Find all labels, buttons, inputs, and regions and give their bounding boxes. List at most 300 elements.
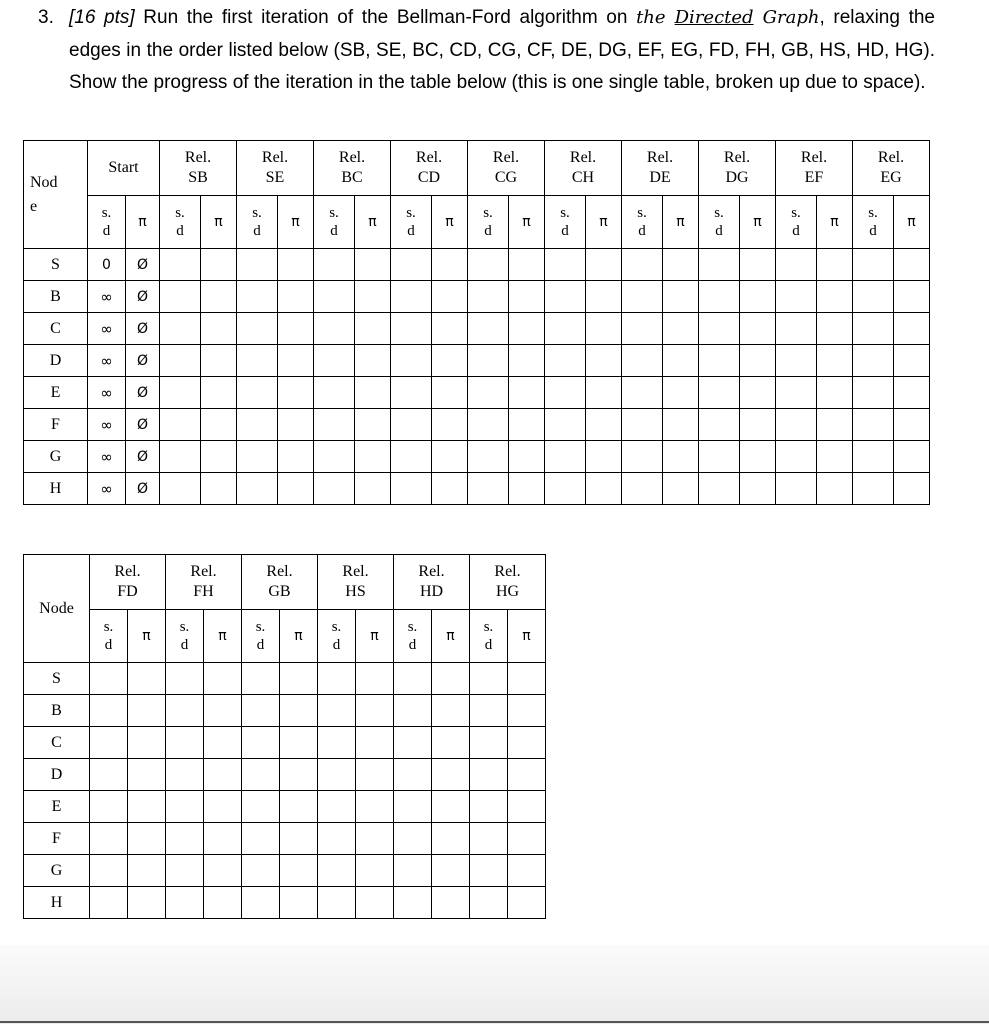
predecessor-input-cell[interactable]: [280, 727, 318, 759]
predecessor-input-cell[interactable]: [201, 249, 237, 281]
predecessor-input-cell[interactable]: [508, 695, 546, 727]
predecessor-input-cell[interactable]: [201, 313, 237, 345]
predecessor-input-cell[interactable]: [432, 313, 468, 345]
predecessor-input-cell[interactable]: [278, 249, 314, 281]
distance-input-cell[interactable]: [166, 663, 204, 695]
distance-input-cell[interactable]: [545, 441, 586, 473]
distance-input-cell[interactable]: [90, 887, 128, 919]
distance-input-cell[interactable]: [90, 695, 128, 727]
predecessor-input-cell[interactable]: [204, 823, 242, 855]
distance-input-cell[interactable]: [242, 855, 280, 887]
distance-input-cell[interactable]: [318, 695, 356, 727]
distance-input-cell[interactable]: [699, 249, 740, 281]
sd-bottom: d: [253, 223, 261, 239]
predecessor-input-cell[interactable]: [128, 663, 166, 695]
predecessor-input-cell[interactable]: [740, 249, 776, 281]
predecessor-input-cell[interactable]: [356, 791, 394, 823]
predecessor-input-cell[interactable]: [355, 473, 391, 505]
predecessor-input-cell[interactable]: [278, 313, 314, 345]
relax-header-sb: [160, 141, 237, 196]
predecessor-input-cell[interactable]: [817, 281, 853, 313]
predecessor-input-cell[interactable]: [432, 441, 468, 473]
distance-input-cell[interactable]: [160, 409, 201, 441]
predecessor-input-cell[interactable]: [355, 313, 391, 345]
predecessor-input-cell[interactable]: [663, 473, 699, 505]
predecessor-input-cell[interactable]: [201, 409, 237, 441]
predecessor-input-cell[interactable]: [663, 345, 699, 377]
predecessor-input-cell[interactable]: [355, 409, 391, 441]
distance-input-cell[interactable]: [470, 695, 508, 727]
distance-input-cell[interactable]: [470, 759, 508, 791]
distance-input-cell[interactable]: [391, 409, 432, 441]
predecessor-input-cell[interactable]: [509, 249, 545, 281]
distance-input-cell[interactable]: [622, 473, 663, 505]
predecessor-input-cell[interactable]: [204, 727, 242, 759]
distance-input-cell[interactable]: [314, 249, 355, 281]
distance-input-cell[interactable]: [318, 759, 356, 791]
predecessor-input-cell[interactable]: [432, 345, 468, 377]
distance-input-cell[interactable]: [470, 887, 508, 919]
predecessor-input-cell[interactable]: [128, 823, 166, 855]
predecessor-input-cell[interactable]: [509, 409, 545, 441]
predecessor-input-cell[interactable]: [817, 345, 853, 377]
distance-input-cell[interactable]: [622, 313, 663, 345]
distance-input-cell[interactable]: [242, 759, 280, 791]
distance-input-cell[interactable]: [166, 887, 204, 919]
distance-input-cell[interactable]: [160, 345, 201, 377]
relax-header-de-text: Rel.: [646, 149, 674, 166]
distance-input-cell[interactable]: [545, 473, 586, 505]
predecessor-input-cell[interactable]: [508, 887, 546, 919]
distance-input-cell[interactable]: [394, 663, 432, 695]
distance-input-cell[interactable]: [853, 473, 894, 505]
predecessor-input-cell[interactable]: [894, 473, 930, 505]
predecessor-input-cell[interactable]: [740, 409, 776, 441]
source-distance-subheader: [470, 610, 508, 663]
distance-input-cell[interactable]: [776, 441, 817, 473]
predecessor-input-cell[interactable]: [894, 409, 930, 441]
sd-bottom: d: [102, 223, 111, 239]
distance-input-cell[interactable]: [314, 377, 355, 409]
predecessor-subheader: π: [894, 196, 930, 249]
predecessor-input-cell[interactable]: [508, 759, 546, 791]
predecessor-input-cell[interactable]: [204, 759, 242, 791]
predecessor-input-cell[interactable]: [586, 409, 622, 441]
distance-input-cell[interactable]: [391, 313, 432, 345]
predecessor-input-cell[interactable]: [586, 473, 622, 505]
distance-input-cell[interactable]: [166, 759, 204, 791]
distance-input-cell[interactable]: [776, 377, 817, 409]
predecessor-input-cell[interactable]: [355, 345, 391, 377]
predecessor-subheader: π: [278, 196, 314, 249]
distance-input-cell[interactable]: [622, 249, 663, 281]
predecessor-input-cell[interactable]: [586, 377, 622, 409]
distance-input-cell[interactable]: [622, 281, 663, 313]
distance-input-cell[interactable]: [853, 377, 894, 409]
predecessor-input-cell[interactable]: [586, 441, 622, 473]
predecessor-input-cell[interactable]: [894, 441, 930, 473]
distance-input-cell[interactable]: [160, 313, 201, 345]
distance-input-cell[interactable]: [318, 855, 356, 887]
distance-input-cell[interactable]: [394, 727, 432, 759]
graph-prefix: the: [636, 7, 675, 28]
distance-input-cell[interactable]: [699, 281, 740, 313]
predecessor-input-cell[interactable]: [201, 281, 237, 313]
distance-input-cell[interactable]: [237, 249, 278, 281]
distance-input-cell[interactable]: [314, 409, 355, 441]
distance-input-cell[interactable]: [468, 313, 509, 345]
predecessor-input-cell[interactable]: [817, 249, 853, 281]
distance-input-cell[interactable]: [160, 441, 201, 473]
predecessor-input-cell[interactable]: [740, 345, 776, 377]
node-row: [24, 855, 546, 887]
distance-input-cell[interactable]: [468, 441, 509, 473]
predecessor-input-cell[interactable]: [204, 855, 242, 887]
distance-input-cell[interactable]: [394, 759, 432, 791]
distance-input-cell[interactable]: [853, 345, 894, 377]
predecessor-input-cell[interactable]: [894, 249, 930, 281]
predecessor-input-cell[interactable]: [128, 791, 166, 823]
predecessor-input-cell[interactable]: [663, 377, 699, 409]
predecessor-input-cell[interactable]: [509, 281, 545, 313]
distance-input-cell[interactable]: [237, 281, 278, 313]
distance-input-cell[interactable]: [622, 441, 663, 473]
distance-input-cell[interactable]: [776, 409, 817, 441]
distance-input-cell[interactable]: [166, 823, 204, 855]
distance-input-cell[interactable]: [237, 345, 278, 377]
start-predecessor-cell: Ø: [126, 409, 160, 441]
relax-header-eg: [853, 141, 930, 196]
source-distance-subheader: [853, 196, 894, 249]
distance-input-cell[interactable]: [468, 409, 509, 441]
predecessor-input-cell[interactable]: [201, 345, 237, 377]
predecessor-input-cell[interactable]: [740, 473, 776, 505]
distance-input-cell[interactable]: [318, 663, 356, 695]
predecessor-input-cell[interactable]: [586, 345, 622, 377]
distance-input-cell[interactable]: [242, 887, 280, 919]
distance-input-cell[interactable]: [545, 249, 586, 281]
predecessor-input-cell[interactable]: [663, 441, 699, 473]
distance-input-cell[interactable]: [622, 345, 663, 377]
predecessor-input-cell[interactable]: [204, 695, 242, 727]
distance-input-cell[interactable]: [237, 409, 278, 441]
distance-input-cell[interactable]: [468, 281, 509, 313]
distance-input-cell[interactable]: [160, 377, 201, 409]
predecessor-input-cell[interactable]: [509, 377, 545, 409]
predecessor-input-cell[interactable]: [356, 727, 394, 759]
distance-input-cell[interactable]: [166, 695, 204, 727]
distance-input-cell[interactable]: [853, 441, 894, 473]
distance-input-cell[interactable]: [318, 791, 356, 823]
distance-input-cell[interactable]: [90, 791, 128, 823]
distance-input-cell[interactable]: [160, 473, 201, 505]
predecessor-input-cell[interactable]: [201, 473, 237, 505]
predecessor-input-cell[interactable]: [280, 855, 318, 887]
predecessor-input-cell[interactable]: [508, 791, 546, 823]
predecessor-input-cell[interactable]: [432, 887, 470, 919]
predecessor-input-cell[interactable]: [128, 855, 166, 887]
predecessor-input-cell[interactable]: [280, 823, 318, 855]
distance-input-cell[interactable]: [699, 473, 740, 505]
distance-input-cell[interactable]: [776, 345, 817, 377]
node-label: D: [24, 345, 88, 377]
predecessor-input-cell[interactable]: [432, 281, 468, 313]
predecessor-input-cell[interactable]: [817, 441, 853, 473]
sd-top: s.: [101, 205, 112, 221]
predecessor-input-cell[interactable]: [740, 441, 776, 473]
predecessor-input-cell[interactable]: [432, 791, 470, 823]
node-label: H: [24, 473, 88, 505]
predecessor-input-cell[interactable]: [356, 887, 394, 919]
node-label: C: [24, 313, 88, 345]
predecessor-input-cell[interactable]: [432, 473, 468, 505]
predecessor-input-cell[interactable]: [663, 409, 699, 441]
distance-input-cell[interactable]: [853, 249, 894, 281]
source-distance-subheader: [394, 610, 432, 663]
predecessor-input-cell[interactable]: [432, 727, 470, 759]
predecessor-input-cell[interactable]: [586, 249, 622, 281]
predecessor-input-cell[interactable]: [740, 313, 776, 345]
predecessor-input-cell[interactable]: [663, 313, 699, 345]
predecessor-input-cell[interactable]: [817, 377, 853, 409]
predecessor-input-cell[interactable]: [432, 249, 468, 281]
distance-input-cell[interactable]: [166, 855, 204, 887]
distance-input-cell[interactable]: [776, 313, 817, 345]
distance-input-cell[interactable]: [242, 663, 280, 695]
distance-input-cell[interactable]: [90, 823, 128, 855]
predecessor-input-cell[interactable]: [280, 887, 318, 919]
relax-header-ef-text: Rel.: [800, 149, 828, 166]
sd-top: s.: [175, 205, 185, 221]
predecessor-input-cell[interactable]: [509, 345, 545, 377]
predecessor-input-cell[interactable]: [894, 377, 930, 409]
predecessor-input-cell[interactable]: [355, 377, 391, 409]
distance-input-cell[interactable]: [776, 249, 817, 281]
distance-input-cell[interactable]: [318, 727, 356, 759]
distance-input-cell[interactable]: [699, 409, 740, 441]
predecessor-input-cell[interactable]: [278, 345, 314, 377]
predecessor-input-cell[interactable]: [508, 855, 546, 887]
predecessor-input-cell[interactable]: [278, 409, 314, 441]
distance-input-cell[interactable]: [622, 377, 663, 409]
predecessor-input-cell[interactable]: [586, 281, 622, 313]
distance-input-cell[interactable]: [468, 345, 509, 377]
distance-input-cell[interactable]: [90, 759, 128, 791]
node-label: D: [24, 759, 90, 791]
distance-input-cell[interactable]: [622, 409, 663, 441]
distance-input-cell[interactable]: [166, 791, 204, 823]
predecessor-input-cell[interactable]: [508, 727, 546, 759]
distance-input-cell[interactable]: [394, 855, 432, 887]
predecessor-input-cell[interactable]: [280, 791, 318, 823]
distance-input-cell[interactable]: [699, 441, 740, 473]
sd-top: s.: [407, 619, 418, 635]
distance-input-cell[interactable]: [314, 473, 355, 505]
distance-input-cell[interactable]: [237, 441, 278, 473]
distance-input-cell[interactable]: [391, 281, 432, 313]
sd-top: s.: [252, 205, 262, 221]
predecessor-input-cell[interactable]: [201, 377, 237, 409]
predecessor-input-cell[interactable]: [509, 313, 545, 345]
distance-input-cell[interactable]: [545, 281, 586, 313]
distance-input-cell[interactable]: [318, 823, 356, 855]
predecessor-input-cell[interactable]: [432, 759, 470, 791]
relax-header-hd: [394, 555, 470, 610]
sd-top: s.: [255, 619, 266, 635]
sd-top: s.: [103, 619, 114, 635]
distance-input-cell[interactable]: [314, 441, 355, 473]
distance-input-cell[interactable]: [853, 281, 894, 313]
distance-input-cell[interactable]: [470, 855, 508, 887]
relax-header-bc: [314, 141, 391, 196]
distance-input-cell[interactable]: [776, 281, 817, 313]
predecessor-input-cell[interactable]: [128, 759, 166, 791]
predecessor-input-cell[interactable]: [432, 695, 470, 727]
distance-input-cell[interactable]: [545, 345, 586, 377]
predecessor-input-cell[interactable]: [817, 409, 853, 441]
predecessor-input-cell[interactable]: [432, 663, 470, 695]
predecessor-input-cell[interactable]: [432, 823, 470, 855]
predecessor-input-cell[interactable]: [356, 855, 394, 887]
distance-input-cell[interactable]: [545, 409, 586, 441]
predecessor-subheader: π: [663, 196, 699, 249]
distance-input-cell[interactable]: [242, 695, 280, 727]
predecessor-input-cell[interactable]: [278, 441, 314, 473]
distance-input-cell[interactable]: [90, 727, 128, 759]
source-distance-subheader: [776, 196, 817, 249]
predecessor-input-cell[interactable]: [509, 441, 545, 473]
node-row: [24, 409, 930, 441]
predecessor-input-cell[interactable]: [432, 377, 468, 409]
predecessor-input-cell[interactable]: [663, 249, 699, 281]
relax-header-ch-text: CH: [571, 169, 595, 186]
predecessor-input-cell[interactable]: [894, 345, 930, 377]
predecessor-input-cell[interactable]: [508, 823, 546, 855]
predecessor-input-cell[interactable]: [128, 887, 166, 919]
distance-input-cell[interactable]: [318, 887, 356, 919]
predecessor-input-cell[interactable]: [356, 695, 394, 727]
distance-input-cell[interactable]: [391, 377, 432, 409]
predecessor-input-cell[interactable]: [356, 663, 394, 695]
distance-input-cell[interactable]: [468, 249, 509, 281]
predecessor-input-cell[interactable]: [817, 473, 853, 505]
distance-input-cell[interactable]: [470, 791, 508, 823]
start-predecessor-cell: Ø: [126, 313, 160, 345]
distance-input-cell[interactable]: [160, 249, 201, 281]
distance-input-cell[interactable]: [391, 441, 432, 473]
relax-header-se-text: Rel.: [261, 149, 289, 166]
distance-input-cell[interactable]: [314, 281, 355, 313]
distance-input-cell[interactable]: [242, 823, 280, 855]
question-text: [69, 2, 935, 100]
predecessor-input-cell[interactable]: [204, 791, 242, 823]
distance-input-cell[interactable]: [237, 313, 278, 345]
predecessor-input-cell[interactable]: [128, 695, 166, 727]
predecessor-input-cell[interactable]: [204, 887, 242, 919]
distance-input-cell[interactable]: [237, 377, 278, 409]
distance-input-cell[interactable]: [545, 313, 586, 345]
predecessor-input-cell[interactable]: [586, 313, 622, 345]
distance-input-cell[interactable]: [699, 377, 740, 409]
distance-input-cell[interactable]: [391, 345, 432, 377]
distance-input-cell[interactable]: [394, 823, 432, 855]
predecessor-subheader: π: [355, 196, 391, 249]
predecessor-input-cell[interactable]: [204, 663, 242, 695]
distance-input-cell[interactable]: [391, 473, 432, 505]
distance-input-cell[interactable]: [90, 855, 128, 887]
predecessor-input-cell[interactable]: [432, 855, 470, 887]
distance-input-cell[interactable]: [314, 313, 355, 345]
distance-input-cell[interactable]: [470, 727, 508, 759]
distance-input-cell[interactable]: [391, 249, 432, 281]
distance-input-cell[interactable]: [470, 663, 508, 695]
distance-input-cell[interactable]: [545, 377, 586, 409]
distance-input-cell[interactable]: [237, 473, 278, 505]
predecessor-input-cell[interactable]: [894, 313, 930, 345]
predecessor-input-cell[interactable]: [356, 759, 394, 791]
predecessor-input-cell[interactable]: [278, 473, 314, 505]
predecessor-input-cell[interactable]: [278, 281, 314, 313]
predecessor-input-cell[interactable]: [663, 281, 699, 313]
distance-input-cell[interactable]: [160, 281, 201, 313]
predecessor-input-cell[interactable]: [280, 663, 318, 695]
distance-input-cell[interactable]: [314, 345, 355, 377]
distance-input-cell[interactable]: [468, 473, 509, 505]
predecessor-input-cell[interactable]: [355, 441, 391, 473]
node-label: B: [24, 695, 90, 727]
predecessor-input-cell[interactable]: [355, 249, 391, 281]
predecessor-input-cell[interactable]: [128, 727, 166, 759]
predecessor-input-cell[interactable]: [201, 441, 237, 473]
distance-input-cell[interactable]: [853, 313, 894, 345]
predecessor-input-cell[interactable]: [508, 663, 546, 695]
distance-input-cell[interactable]: [853, 409, 894, 441]
relax-header-hg-text: Rel.: [494, 563, 521, 580]
distance-input-cell[interactable]: [394, 791, 432, 823]
start-distance-cell: ∞: [88, 281, 126, 313]
distance-input-cell[interactable]: [776, 473, 817, 505]
distance-input-cell[interactable]: [394, 695, 432, 727]
predecessor-input-cell[interactable]: [355, 281, 391, 313]
predecessor-input-cell[interactable]: [278, 377, 314, 409]
distance-input-cell[interactable]: [166, 727, 204, 759]
distance-input-cell[interactable]: [468, 377, 509, 409]
distance-input-cell[interactable]: [394, 887, 432, 919]
predecessor-input-cell[interactable]: [894, 281, 930, 313]
predecessor-input-cell[interactable]: [356, 823, 394, 855]
node-row: [24, 441, 930, 473]
distance-input-cell[interactable]: [242, 727, 280, 759]
predecessor-input-cell[interactable]: [740, 281, 776, 313]
distance-input-cell[interactable]: [90, 663, 128, 695]
relax-header-hg-text: HG: [495, 583, 520, 600]
distance-input-cell[interactable]: [699, 345, 740, 377]
predecessor-input-cell[interactable]: [280, 759, 318, 791]
distance-input-cell[interactable]: [242, 791, 280, 823]
page-footer-area: [0, 945, 989, 1024]
bellman-ford-table-part-1: [23, 140, 930, 505]
predecessor-input-cell[interactable]: [280, 695, 318, 727]
start-distance-cell: ∞: [88, 473, 126, 505]
relax-header-eg-text: Rel.: [877, 149, 905, 166]
predecessor-input-cell[interactable]: [509, 473, 545, 505]
predecessor-input-cell[interactable]: [817, 313, 853, 345]
distance-input-cell[interactable]: [699, 313, 740, 345]
sd-bottom: d: [869, 223, 877, 239]
predecessor-input-cell[interactable]: [740, 377, 776, 409]
distance-input-cell[interactable]: [470, 823, 508, 855]
predecessor-input-cell[interactable]: [432, 409, 468, 441]
